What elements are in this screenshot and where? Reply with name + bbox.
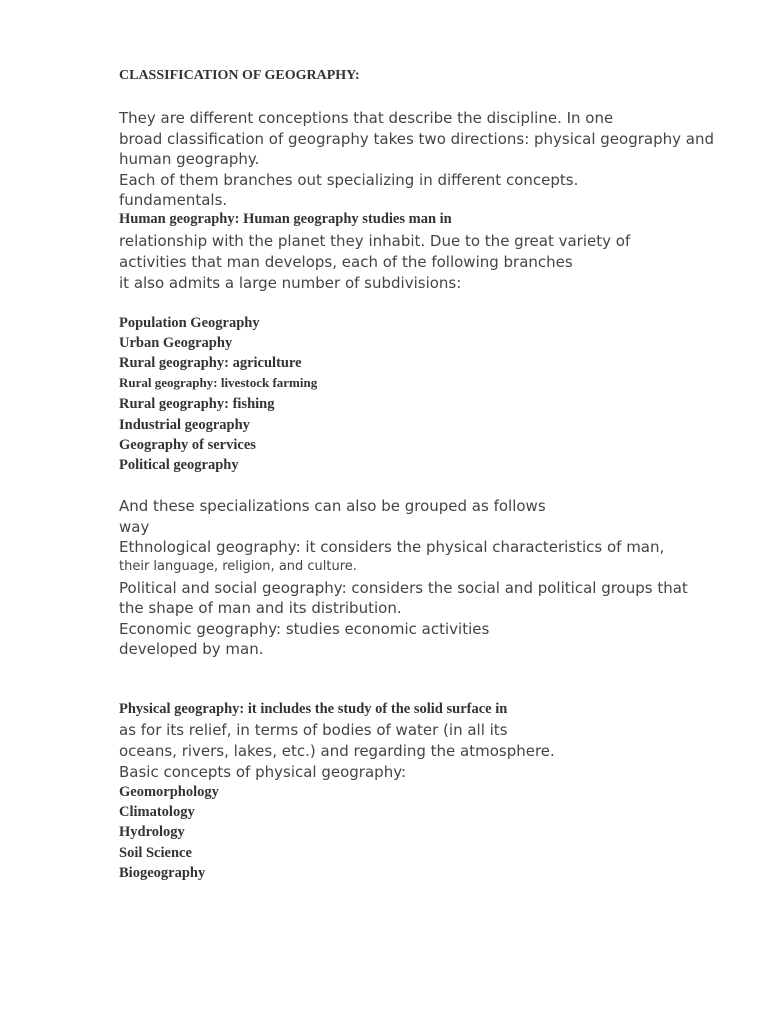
intro-line: fundamentals. <box>119 191 228 209</box>
concept-item: Soil Science <box>119 845 192 861</box>
intro-line: human geography. <box>119 150 260 168</box>
branch-item: Urban Geography <box>119 335 233 351</box>
physical-geography-line: oceans, rivers, lakes, etc.) and regarding the atmosphere. <box>119 742 555 760</box>
human-geography-heading: Human geography: Human geography studies man in <box>119 211 452 227</box>
branch-item: Geography of services <box>119 437 256 453</box>
concept-item: Hydrology <box>119 824 185 840</box>
document-title: CLASSIFICATION OF GEOGRAPHY: <box>119 68 360 83</box>
human-geography-line: relationship with the planet they inhabit. Due to the great variety of <box>119 232 631 250</box>
branch-item: Industrial geography <box>119 417 250 433</box>
branch-item: Political geography <box>119 457 239 473</box>
concept-item: Geomorphology <box>119 784 219 800</box>
intro-line: Each of them branches out specializing in different concepts. <box>119 171 579 189</box>
human-geography-line: it also admits a large number of subdivisions: <box>119 274 462 292</box>
concept-item: Climatology <box>119 804 195 820</box>
intro-line: broad classification of geography takes two directions: physical geography and <box>119 130 714 148</box>
grouped-line: their language, religion, and culture. <box>119 559 357 574</box>
grouped-line: Political and social geography: considers the social and political groups that <box>119 579 688 597</box>
human-geography-line: activities that man develops, each of the following branches <box>119 253 573 271</box>
branch-item: Population Geography <box>119 315 260 331</box>
grouped-line: developed by man. <box>119 640 264 658</box>
grouped-line: the shape of man and its distribution. <box>119 599 402 617</box>
branch-item: Rural geography: agriculture <box>119 355 302 371</box>
grouped-line: Economic geography: studies economic activities <box>119 620 490 638</box>
grouped-line: way <box>119 518 150 536</box>
branch-item: Rural geography: fishing <box>119 396 275 412</box>
intro-line: They are different conceptions that describe the discipline. In one <box>119 109 614 127</box>
concept-item: Biogeography <box>119 865 206 881</box>
physical-geography-line: as for its relief, in terms of bodies of water (in all its <box>119 721 508 739</box>
branch-item: Rural geography: livestock farming <box>119 375 318 390</box>
physical-geography-line: Basic concepts of physical geography: <box>119 763 407 781</box>
grouped-line: And these specializations can also be grouped as follows <box>119 497 546 515</box>
grouped-line: Ethnological geography: it considers the physical characteristics of man, <box>119 538 665 556</box>
physical-geography-heading: Physical geography: it includes the study of the solid surface in <box>119 701 508 717</box>
